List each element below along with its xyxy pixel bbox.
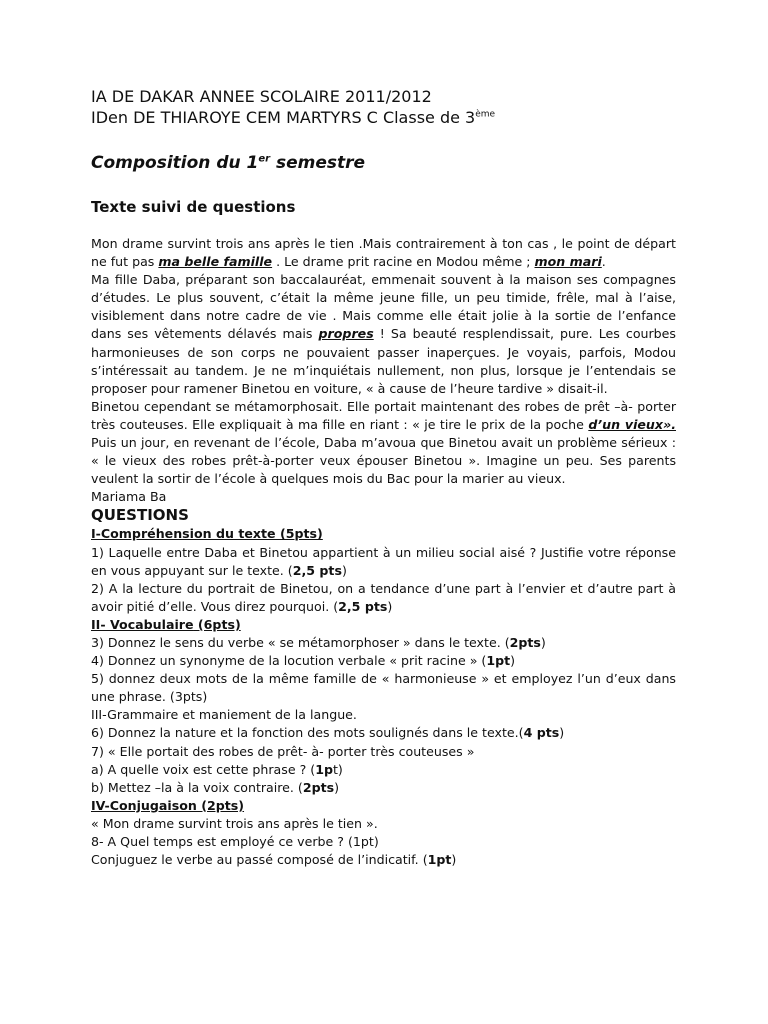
page-title — [91, 151, 676, 175]
section-subtitle: Texte suivi de questions — [91, 198, 296, 216]
underlined-word-1: ma belle famille — [158, 254, 273, 270]
q7a-points: 1p — [315, 761, 333, 777]
question-4 — [91, 652, 676, 670]
q9-text: Conjuguez le verbe au passé composé de l’indicatif. ( — [91, 852, 428, 868]
q7b-text: b) Mettez –la à la voix contraire. ( — [91, 779, 303, 795]
header-line-1: IA DE DAKAR ANNEE SCOLAIRE 2011/2012 — [91, 87, 432, 106]
question-2 — [91, 580, 676, 616]
q2-points: 2,5 pts — [338, 598, 388, 614]
question-6 — [91, 724, 676, 742]
q3-close: ) — [540, 634, 546, 650]
q2-text: 2) A la lecture du portrait de Binetou, on a tendance d’une part à l’envier et d’autre part à avoir pitié d’elle. Vous direz pourquoi. ( — [91, 580, 676, 614]
q1-points: 2,5 pts — [292, 562, 342, 578]
q4-close: ) — [510, 653, 516, 669]
questions-heading: QUESTIONS — [91, 506, 189, 525]
underlined-word-3: propres — [318, 326, 374, 342]
section-2-label: II- Vocabulaire — [91, 616, 194, 632]
p1-c: . — [601, 254, 606, 270]
q2-close: ) — [387, 598, 393, 614]
question-7: 7) « Elle portait des robes de prêt- à- porter très couteuses » — [91, 743, 475, 759]
p1-b: . Le drame prit racine en Modou même ; — [272, 254, 535, 270]
question-9 — [91, 851, 676, 869]
question-8: 8- A Quel temps est employé ce verbe ? (1pt) — [91, 834, 379, 849]
q4-text: 4) Donnez un synonyme de la locution verbale « prit racine » ( — [91, 653, 487, 669]
section-1-points: (5pts) — [279, 526, 323, 542]
section-1-label: I-Compréhension du texte — [91, 526, 280, 542]
section-conjugaison: IV-Conjugaison (2pts) — [91, 797, 245, 813]
conjugation-quote: « Mon drame survint trois ans après le tien ». — [91, 815, 378, 831]
q3-text: 3) Donnez le sens du verbe « se métamorphoser » dans le texte. ( — [91, 634, 510, 650]
underlined-word-4: d’un vieux». — [588, 416, 676, 432]
header-line-2-text: IDen DE THIAROYE CEM MARTYRS C Classe de 3 — [91, 108, 476, 127]
p2-a: Ma fille Daba, préparant son baccalauréat, emmenait souvent à la maison ses compagnes d’études. Le plus souvent, c’était la même jeune fille, un peu timide, frêle, mal à l’aise, visiblement dans notre cadre de vie . Mais comme elle était jolie à la sortie de l’enfance dans ses vêtements délavés mais — [91, 272, 676, 342]
question-3 — [91, 634, 676, 652]
question-7b — [91, 779, 676, 797]
title-suffix: semestre — [270, 153, 366, 173]
text-author: Mariama Ba — [91, 489, 167, 505]
question-7a — [91, 761, 676, 779]
header-line-2 — [91, 107, 676, 128]
q3-points: 2pts — [509, 634, 541, 650]
q9-points: 1pt — [427, 852, 452, 868]
q7a-close: t) — [332, 761, 343, 777]
section-vocabulaire — [91, 616, 676, 634]
q9-close: ) — [451, 852, 457, 868]
title-prefix: Composition du 1 — [91, 153, 259, 173]
p1-a: Mon drame survint trois ans après le tien .Mais contrairement à ton cas , le point de départ ne fut pas — [91, 236, 676, 270]
q6-close: ) — [559, 725, 565, 741]
text-paragraph-1 — [91, 235, 676, 271]
q7a-text: a) A quelle voix est cette phrase ? ( — [91, 761, 316, 777]
question-1 — [91, 544, 676, 580]
underlined-word-2: mon mari — [534, 254, 602, 270]
title-sup: er — [258, 153, 271, 165]
section-2-points: (6pts) — [193, 616, 241, 632]
q6-text: 6) Donnez la nature et la fonction des mots soulignés dans le texte.( — [91, 725, 524, 741]
section-grammaire: III-Grammaire et maniement de la langue. — [91, 707, 357, 723]
header-line-2-sup: ème — [475, 109, 496, 120]
q4-points: 1pt — [486, 653, 511, 669]
q7b-points: 2pts — [302, 779, 335, 795]
q1-text: 1) Laquelle entre Daba et Binetou appartient à un milieu social aisé ? Justifie votre réponse en vous appuyant sur le texte. ( — [91, 544, 676, 578]
exam-page — [91, 86, 676, 869]
q7b-close: ) — [334, 779, 340, 795]
p3-a: Binetou cependant se métamorphosait. Elle portait maintenant des robes de prêt –à- porter très couteuses. Elle expliquait à ma fille en riant : « je tire le prix de la poche — [91, 398, 676, 432]
question-5: 5) donnez deux mots de la même famille de « harmonieuse » et employez l’un d’eux dans une phrase. (3pts) — [91, 671, 676, 705]
text-paragraph-3 — [91, 398, 676, 488]
p2-b: ! Sa beauté resplendissait, pure. Les courbes harmonieuses de son corps ne pouvaient passer inaperçues. Je voyais, parfois, Modou s’intéressait au tandem. Je ne m’inquiétais nullement, non plus, lorsque je l’entendais se proposer pour ramener Binetou en voiture, « à cause de l’heure tardive » disait-il. — [91, 326, 676, 396]
section-comprehension — [91, 525, 676, 543]
text-paragraph-2 — [91, 271, 676, 398]
q1-close: ) — [341, 562, 347, 578]
p3-b: Puis un jour, en revenant de l’école, Daba m’avoua que Binetou avait un problème sérieux : « le vieux des robes prêt-à-porter veux épouser Binetou ». Imagine un peu. Ses parents veulent la sortir de l’école à quelques mois du Bac pour la marier au vieux. — [91, 435, 676, 487]
q6-points: 4 pts — [523, 725, 560, 741]
